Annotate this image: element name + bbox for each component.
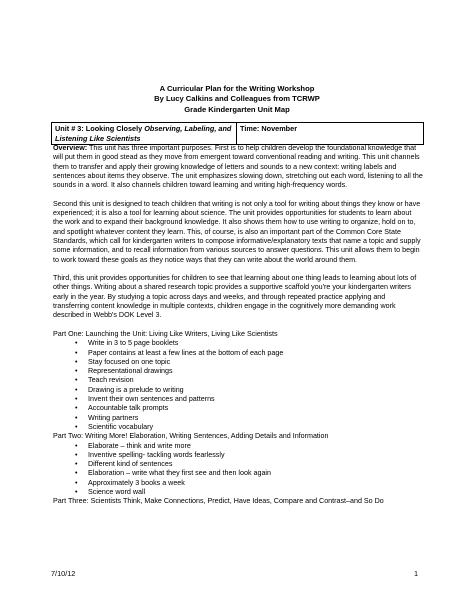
part-heading: Part One: Launching the Unit: Living Like Writers, Living Like Scientists [53,329,278,338]
bullet-icon: • [75,441,78,450]
list-item-text: Teach revision [88,376,134,385]
bullet-icon: • [75,367,78,376]
list-item-text: Elaboration – write what they first see and then look again [88,469,271,478]
list-item [75,469,423,478]
bullet-icon: • [75,385,78,394]
list-item [75,339,423,348]
list-item [75,367,423,376]
bullet-icon: • [75,450,78,459]
list-item [75,460,423,469]
bullet-icon: • [75,469,78,478]
bullet-icon: • [75,395,78,404]
bullet-icon: • [75,413,78,422]
list-item-text: Different kind of sentences [88,460,173,469]
list-item [75,358,423,367]
list-item-text: Accountable talk prompts [88,404,169,413]
footer-date: 7/10/12 [51,569,76,578]
list-item [75,414,423,423]
bullet-list [53,339,423,432]
list-item [75,423,423,432]
list-item [75,488,423,497]
list-item-text: Stay focused on one topic [88,357,171,366]
list-item-text: Approximately 3 books a week [88,478,185,487]
unit-parts [53,330,423,507]
list-item-text: Representational drawings [88,367,173,376]
unit-title-cell [52,123,237,145]
list-item [75,386,423,395]
unit-time-cell: Time: November [237,123,424,145]
bullet-icon: • [75,357,78,366]
bullet-icon: • [75,404,78,413]
list-item-text: Paper contains at least a few lines at the bottom of each page [88,348,284,357]
unit-title-italic: Observing, Labeling, and Listening Like Scientists [55,124,232,143]
overview-paragraph-2: Second this unit is designed to teach children that writing is not only a tool for writing about things they know or have experienced; it is also a tool for learning about science. The unit provides opportunities for students to learn about the work and to expand their background knowledge. It also shows them how to use writing to organize, hold on to, and spotlight whatever content they learn. This, of course, is also an important part of the Common Core State Standards, which call for kindergarten writers to compose informative/explanatory texts that name a topic and supply some information, and to recall information from various sources to answer questions. This unit allows them to begin to work toward these goals as they notice ways that they can write about the world around them. [53,199,421,264]
list-item [75,376,423,385]
part-heading: Part Two: Writing More! Elaboration, Writing Sentences, Adding Details and Information [53,432,329,441]
header-line-1: A Curricular Plan for the Writing Workshop [159,84,315,93]
unit-info-row [52,123,424,145]
list-item [75,479,423,488]
list-item-text: Science word wall [88,487,146,496]
document-body [53,144,423,507]
bullet-list [53,442,423,498]
bullet-icon: • [75,422,78,431]
footer-page-number: 1 [414,569,419,578]
part-heading: Part Three: Scientists Think, Make Connections, Predict, Have Ideas, Compare and Contrast–and So Do [53,497,384,506]
document-header [0,84,474,115]
list-item-text: Drawing is a prelude to writing [88,385,184,394]
list-item-text: Scientific vocabulary [88,422,154,431]
list-item-text: Writing partners [88,413,139,422]
list-item-text: Elaborate – think and write more [88,441,191,450]
bullet-icon: • [75,339,78,348]
list-item [75,349,423,358]
overview-paragraph-1 [53,144,423,190]
list-item-text: Inventive spelling- tackling words fearlessly [88,450,225,459]
header-line-2: By Lucy Calkins and Colleagues from TCRWP [154,94,320,104]
overview-label: Overview: [53,144,88,152]
bullet-icon: • [75,487,78,496]
list-item [75,442,423,451]
list-item [75,404,423,413]
list-item-text: Invent their own sentences and patterns [88,395,215,404]
unit-info-table [51,122,424,145]
bullet-icon: • [75,376,78,385]
header-line-3: Grade Kindergarten Unit Map [184,104,290,114]
bullet-icon: • [75,478,78,487]
bullet-icon: • [75,348,78,357]
list-item-text: Write in 3 to 5 page booklets [88,339,179,348]
overview-text-1: This unit has three important purposes. First is to help children develop the foundational knowledge that will put them in good stead as they move from emergent toward conventional reading and writing. This unit channels them to transfer and apply their growing knowledge of letters and sounds to a new context: writing labels and sentences about items they observe. The unit emphasizes slowing down, stretching out each word, listening to all the sounds in a word. It also channels children toward learning and writing high-frequency words. [53,144,423,190]
list-item [75,395,423,404]
overview-paragraph-3: Third, this unit provides opportunities for children to see that learning about one thing leads to learning about lots of other things. Writing about a shared research topic provides a supportive scaffold you're your kindergarten writers early in the year. By studying a topic across days and weeks, and through repeated practice applying and transferring content knowledge in multiple contexts, children engage in the cognitively more demanding work described in Webb's DOK Level 3. [53,274,417,320]
unit-title-prefix: Unit # 3: Looking Closely [55,124,145,133]
bullet-icon: • [75,460,78,469]
list-item [75,451,423,460]
